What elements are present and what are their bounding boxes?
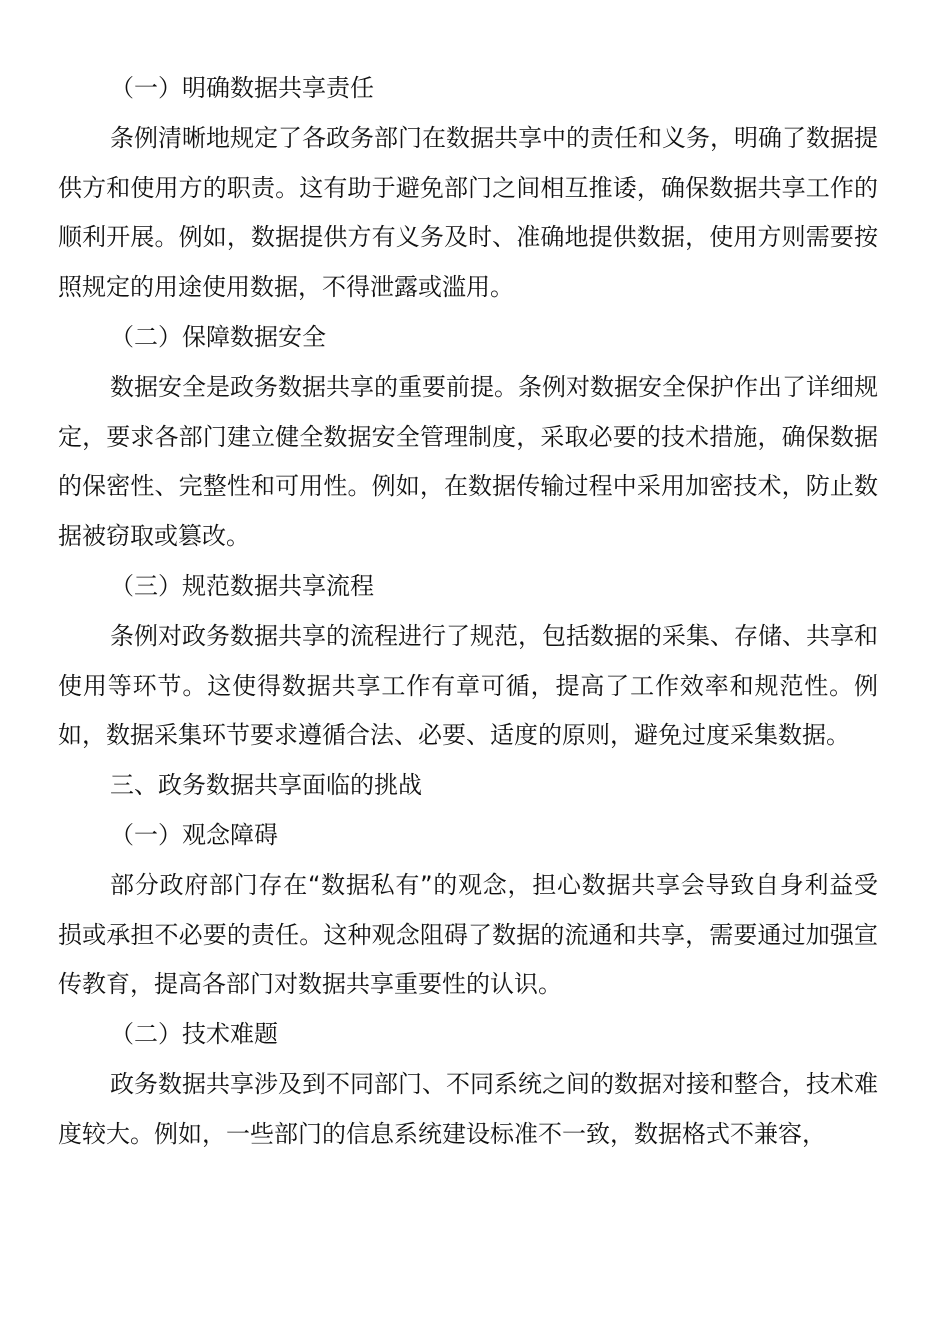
paragraph-data-security: 数据安全是政务数据共享的重要前提。条例对数据安全保护作出了详细规定，要求各部门建立健全数据安全管理制度，采取必要的技术措施，确保数据的保密性、完整性和可用性。例如，在数据传输过程中采用加密技术，防止数据被窃取或篡改。 <box>58 372 878 551</box>
section-heading-sharing-process: （三）规范数据共享流程 <box>110 571 374 600</box>
paragraph-data-sharing-responsibility: 条例清晰地规定了各政务部门在数据共享中的责任和义务，明确了数据提供方和使用方的职责。这有助于避免部门之间相互推诿，确保数据共享工作的顺利开展。例如，数据提供方有义务及时、准确地提供数据，使用方则需要按照规定的用途使用数据，不得泄露或滥用。 <box>58 123 878 302</box>
section-heading-mindset-barrier: （一）观念障碍 <box>110 820 278 849</box>
section-heading-data-sharing-responsibility: （一）明确数据共享责任 <box>110 74 374 102</box>
paragraph-mindset-barrier: 部分政府部门存在“数据私有”的观念，担心数据共享会导致自身利益受损或承担不必要的责任。这种观念阻碍了数据的流通和共享，需要通过加强宣传教育，提高各部门对数据共享重要性的认识。 <box>58 870 878 999</box>
paragraph-sharing-process: 条例对政务数据共享的流程进行了规范，包括数据的采集、存储、共享和使用等环节。这使得数据共享工作有章可循，提高了工作效率和规范性。例如，数据采集环节要求遵循合法、必要、适度的原则，避免过度采集数据。 <box>58 621 878 750</box>
section-heading-technical-difficulty: （二）技术难题 <box>110 1020 278 1049</box>
document-page <box>58 64 878 1160</box>
chapter-heading-challenges: 三、政务数据共享面临的挑战 <box>110 771 422 800</box>
section-heading-data-security: （二）保障数据安全 <box>110 322 326 351</box>
paragraph-technical-difficulty: 政务数据共享涉及到不同部门、不同系统之间的数据对接和整合，技术难度较大。例如，一些部门的信息系统建设标准不一致，数据格式不兼容， <box>58 1069 878 1148</box>
